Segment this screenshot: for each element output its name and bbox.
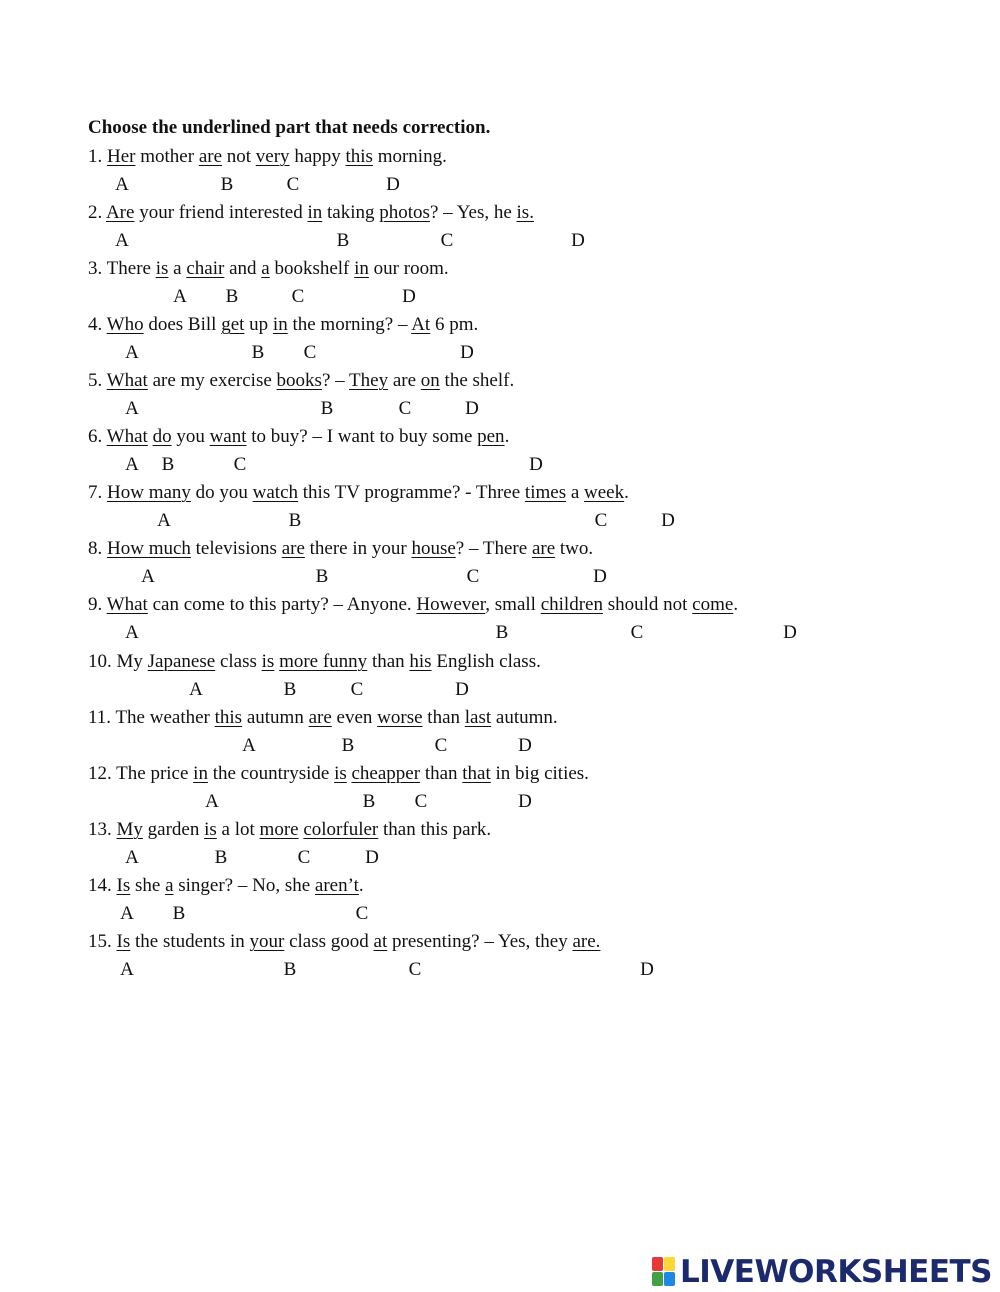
underlined-part[interactable]: is: [155, 258, 169, 279]
question-sentence: [88, 145, 447, 169]
sentence-text: even: [331, 707, 378, 728]
sentence-text: ? – There: [455, 538, 532, 559]
answer-letter-c[interactable]: C: [233, 454, 247, 475]
underlined-part[interactable]: Is: [116, 931, 131, 952]
underlined-part[interactable]: is: [204, 819, 217, 840]
question-sentence: [88, 369, 514, 393]
answer-letter-d[interactable]: D: [571, 230, 585, 251]
sentence-text: our room.: [368, 258, 449, 279]
answer-letter-c[interactable]: C: [594, 510, 608, 531]
question-sentence: [88, 425, 509, 449]
underlined-part[interactable]: At: [411, 314, 431, 335]
underlined-part[interactable]: a: [165, 875, 174, 896]
answer-letter-a[interactable]: A: [120, 903, 134, 924]
answer-letter-b[interactable]: B: [172, 903, 186, 924]
sentence-text: you: [171, 426, 210, 447]
answer-letter-d[interactable]: D: [783, 622, 797, 643]
underlined-part[interactable]: house: [411, 538, 456, 559]
answer-letter-c[interactable]: C: [440, 230, 454, 251]
sentence-text: 5.: [88, 370, 107, 391]
sentence-text: in big cities.: [490, 763, 589, 784]
sentence-text: can come to this party? – Anyone.: [147, 594, 417, 615]
question-sentence: [88, 313, 478, 337]
sentence-text: autumn.: [491, 707, 558, 728]
answer-letter-a[interactable]: A: [125, 622, 139, 643]
sentence-text: the shelf.: [439, 370, 515, 391]
answer-letter-c[interactable]: C: [303, 342, 317, 363]
answer-letter-c[interactable]: C: [630, 622, 644, 643]
underlined-part[interactable]: his: [409, 651, 432, 672]
sentence-text: than: [367, 651, 410, 672]
sentence-text: two.: [555, 538, 594, 559]
answer-letter-a[interactable]: A: [141, 566, 155, 587]
underlined-part[interactable]: more: [259, 819, 299, 840]
sentence-text: a lot: [216, 819, 260, 840]
sentence-text: .: [504, 426, 510, 447]
answer-letter-b[interactable]: B: [336, 230, 350, 251]
sentence-text: 2.: [88, 202, 106, 223]
underlined-part[interactable]: children: [540, 594, 603, 615]
question-item: [0, 201, 1000, 257]
underlined-part[interactable]: They: [349, 370, 389, 391]
sentence-text: are: [388, 370, 421, 391]
underlined-part[interactable]: Who: [106, 314, 144, 335]
answer-letter-b[interactable]: B: [251, 342, 265, 363]
underlined-part[interactable]: Is: [116, 875, 131, 896]
sentence-text: to buy? – I want to buy some: [246, 426, 478, 447]
underlined-part[interactable]: at: [373, 931, 388, 952]
sentence-text: the students in: [130, 931, 250, 952]
answer-letter-d[interactable]: D: [386, 174, 400, 195]
sentence-text: 11. The weather: [88, 707, 215, 728]
question-sentence: [88, 537, 593, 561]
question-sentence: [88, 762, 589, 786]
sentence-text: .: [358, 875, 364, 896]
sentence-text: happy: [289, 146, 346, 167]
answer-letter-d[interactable]: D: [640, 959, 654, 980]
sentence-text: 10. My: [88, 651, 148, 672]
answer-letter-a[interactable]: A: [157, 510, 171, 531]
question-item: [0, 537, 1000, 593]
answer-letter-c[interactable]: C: [286, 174, 300, 195]
question-sentence: [88, 818, 491, 842]
underlined-part[interactable]: worse: [377, 707, 423, 728]
underlined-part[interactable]: get: [221, 314, 245, 335]
underlined-part[interactable]: in: [354, 258, 369, 279]
answer-letter-d[interactable]: D: [518, 735, 532, 756]
sentence-text: than: [422, 707, 465, 728]
answer-letter-d[interactable]: D: [455, 679, 469, 700]
question-sentence: [88, 257, 449, 281]
underlined-part[interactable]: aren’t: [314, 875, 359, 896]
answer-letter-a[interactable]: A: [125, 342, 139, 363]
underlined-part[interactable]: are.: [572, 931, 601, 952]
question-sentence: [88, 593, 738, 617]
underlined-part[interactable]: in: [272, 314, 288, 335]
question-item: [0, 818, 1000, 874]
underlined-part[interactable]: come: [692, 594, 734, 615]
underlined-part[interactable]: are: [308, 707, 332, 728]
underlined-part[interactable]: Her: [107, 146, 136, 167]
answer-letter-b[interactable]: B: [341, 735, 355, 756]
sentence-text: 8.: [88, 538, 107, 559]
question-sentence: [88, 481, 629, 505]
answer-letter-b[interactable]: B: [320, 398, 334, 419]
sentence-text: 13.: [88, 819, 117, 840]
sentence-text: bookshelf: [269, 258, 355, 279]
sentence-text: class good: [284, 931, 374, 952]
question-item: [0, 874, 1000, 930]
sentence-text: .: [624, 482, 629, 503]
sentence-text: there in your: [304, 538, 412, 559]
answer-letter-a[interactable]: A: [115, 174, 129, 195]
answer-letter-b[interactable]: B: [495, 622, 509, 643]
sentence-text: are my exercise: [147, 370, 277, 391]
answer-letter-a[interactable]: A: [242, 735, 256, 756]
sentence-text: not: [222, 146, 256, 167]
answer-letter-b[interactable]: B: [283, 679, 297, 700]
instruction-heading: Choose the underlined part that needs correction.: [88, 117, 491, 138]
answer-letter-a[interactable]: A: [205, 791, 219, 812]
sentence-text: she: [130, 875, 166, 896]
answer-letter-c[interactable]: C: [414, 791, 428, 812]
underlined-part[interactable]: is.: [516, 202, 534, 223]
answer-letter-d[interactable]: D: [529, 454, 543, 475]
underlined-part[interactable]: a: [261, 258, 270, 279]
sentence-text: 7.: [88, 482, 107, 503]
question-item: [0, 369, 1000, 425]
sentence-text: 4.: [88, 314, 107, 335]
underlined-part[interactable]: this: [214, 707, 243, 728]
question-sentence: [88, 201, 534, 225]
sentence-text: class: [215, 651, 262, 672]
answer-letter-d[interactable]: D: [465, 398, 479, 419]
underlined-part[interactable]: What: [106, 594, 148, 615]
underlined-part[interactable]: What: [106, 370, 148, 391]
answer-letter-d[interactable]: D: [402, 286, 416, 307]
answer-letter-b[interactable]: B: [161, 454, 175, 475]
underlined-part[interactable]: on: [420, 370, 440, 391]
answer-letter-a[interactable]: A: [173, 286, 187, 307]
underlined-part[interactable]: chair: [186, 258, 225, 279]
sentence-text: , small: [485, 594, 541, 615]
answer-letter-d[interactable]: D: [460, 342, 474, 363]
underlined-part[interactable]: in: [307, 202, 323, 223]
sentence-text: singer? – No, she: [173, 875, 315, 896]
sentence-text: 14.: [88, 875, 117, 896]
answer-letter-c[interactable]: C: [355, 903, 369, 924]
answer-letter-a[interactable]: A: [125, 454, 139, 475]
underlined-part[interactable]: that: [462, 763, 491, 784]
sentence-text: a: [566, 482, 585, 503]
sentence-text: mother: [135, 146, 199, 167]
question-sentence: [88, 706, 558, 730]
answer-letter-d[interactable]: D: [518, 791, 532, 812]
sentence-text: than this park.: [378, 819, 492, 840]
underlined-part[interactable]: pen: [477, 426, 505, 447]
sentence-text: 15.: [88, 931, 117, 952]
underlined-part[interactable]: How many: [107, 482, 191, 503]
sentence-text: a: [168, 258, 187, 279]
answer-letter-a[interactable]: A: [120, 959, 134, 980]
underlined-part[interactable]: watch: [252, 482, 299, 503]
answer-letter-d[interactable]: D: [365, 847, 379, 868]
sentence-text: ? – Yes, he: [429, 202, 517, 223]
underlined-part[interactable]: cheapper: [351, 763, 421, 784]
underlined-part[interactable]: do: [152, 426, 172, 447]
underlined-part[interactable]: are: [281, 538, 305, 559]
underlined-part[interactable]: How much: [107, 538, 191, 559]
answer-letter-a[interactable]: A: [125, 398, 139, 419]
sentence-text: than: [420, 763, 463, 784]
sentence-text: 1.: [88, 146, 107, 167]
underlined-part[interactable]: However: [416, 594, 486, 615]
underlined-part[interactable]: more funny: [279, 651, 368, 672]
sentence-text: 12. The price: [88, 763, 194, 784]
answer-letter-c[interactable]: C: [408, 959, 422, 980]
sentence-text: garden: [142, 819, 205, 840]
answer-letter-a[interactable]: A: [115, 230, 129, 251]
sentence-text: the morning? –: [287, 314, 412, 335]
sentence-text: 6 pm.: [430, 314, 479, 335]
answer-letter-a[interactable]: A: [125, 847, 139, 868]
question-item: [0, 762, 1000, 818]
underlined-part[interactable]: What: [106, 426, 148, 447]
underlined-part[interactable]: My: [116, 819, 143, 840]
underlined-part[interactable]: this: [345, 146, 373, 167]
underlined-part[interactable]: books: [276, 370, 322, 391]
question-item: [0, 481, 1000, 537]
underlined-part[interactable]: colorfuler: [303, 819, 379, 840]
answer-letter-a[interactable]: A: [189, 679, 203, 700]
underlined-part[interactable]: is: [261, 651, 275, 672]
sentence-text: 6.: [88, 426, 107, 447]
sentence-text: 9.: [88, 594, 107, 615]
answer-letter-b[interactable]: B: [362, 791, 376, 812]
answer-letter-c[interactable]: C: [466, 566, 480, 587]
answer-letter-c[interactable]: C: [434, 735, 448, 756]
sentence-text: do you: [190, 482, 253, 503]
sentence-text: presenting? – Yes, they: [387, 931, 573, 952]
underlined-part[interactable]: very: [255, 146, 290, 167]
sentence-text: televisions: [190, 538, 282, 559]
answer-letter-b[interactable]: B: [225, 286, 239, 307]
sentence-text: English class.: [431, 651, 541, 672]
underlined-part[interactable]: Are: [105, 202, 135, 223]
underlined-part[interactable]: week: [584, 482, 625, 503]
question-item: [0, 650, 1000, 706]
sentence-text: the countryside: [207, 763, 335, 784]
sentence-text: autumn: [242, 707, 309, 728]
underlined-part[interactable]: photos: [379, 202, 430, 223]
answer-letter-b[interactable]: B: [220, 174, 234, 195]
question-item: [0, 706, 1000, 762]
underlined-part[interactable]: want: [209, 426, 247, 447]
sentence-text: ? –: [321, 370, 350, 391]
question-sentence: [88, 874, 364, 898]
sentence-text: does Bill: [143, 314, 222, 335]
underlined-part[interactable]: in: [193, 763, 208, 784]
sentence-text: should not: [602, 594, 693, 615]
answer-letter-b[interactable]: B: [288, 510, 302, 531]
underlined-part[interactable]: is: [334, 763, 347, 784]
answer-letter-c[interactable]: C: [297, 847, 311, 868]
brand-tiles-icon: [652, 1257, 676, 1287]
sentence-text: and: [224, 258, 262, 279]
question-sentence: [88, 650, 541, 674]
answer-letter-b[interactable]: B: [214, 847, 228, 868]
answer-letter-c[interactable]: C: [350, 679, 364, 700]
sentence-text: this TV programme? - Three: [298, 482, 525, 503]
answer-letter-c[interactable]: C: [398, 398, 412, 419]
underlined-part[interactable]: are: [198, 146, 223, 167]
answer-letter-d[interactable]: D: [593, 566, 607, 587]
sentence-text: 3. There: [88, 258, 156, 279]
question-sentence: [88, 930, 600, 954]
answer-letter-b[interactable]: B: [283, 959, 297, 980]
question-item: [0, 593, 1000, 649]
brand-name: LIVEWORKSHEETS: [680, 1253, 992, 1290]
question-item: [0, 257, 1000, 313]
underlined-part[interactable]: last: [464, 707, 492, 728]
sentence-text: morning.: [372, 146, 447, 167]
liveworksheets-logo: [652, 1252, 992, 1292]
answer-letter-d[interactable]: D: [661, 510, 675, 531]
underlined-part[interactable]: times: [524, 482, 567, 503]
underlined-part[interactable]: your: [249, 931, 285, 952]
question-item: [0, 930, 1000, 986]
question-item: [0, 313, 1000, 369]
sentence-text: taking: [322, 202, 380, 223]
answer-letter-b[interactable]: B: [315, 566, 329, 587]
sentence-text: .: [733, 594, 739, 615]
underlined-part[interactable]: are: [531, 538, 556, 559]
answer-letter-c[interactable]: C: [291, 286, 305, 307]
question-item: [0, 145, 1000, 201]
sentence-text: up: [244, 314, 273, 335]
underlined-part[interactable]: Japanese: [147, 651, 216, 672]
sentence-text: your friend interested: [134, 202, 308, 223]
question-item: [0, 425, 1000, 481]
